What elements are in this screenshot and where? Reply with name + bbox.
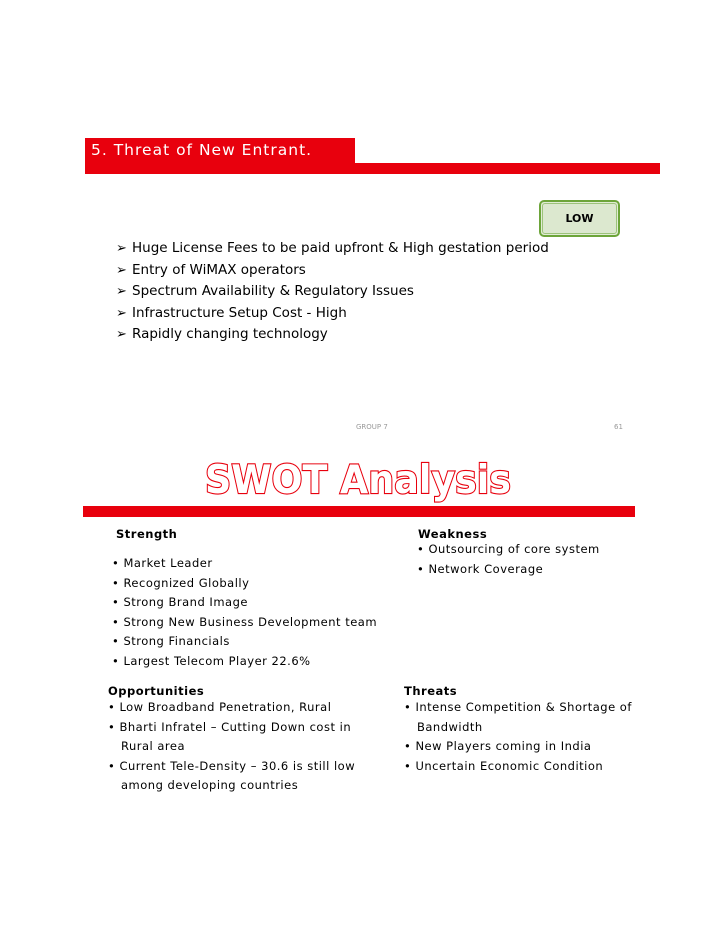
list-item: ➢ Infrastructure Setup Cost - High [116,303,549,325]
list-item: • Network Coverage [417,561,544,576]
rating-badge [539,200,620,237]
list-item: • Low Broadband Penetration, Rural [108,700,332,714]
list-item: • Largest Telecom Player 22.6% [112,653,311,668]
title-rule [85,163,660,174]
strength-heading: Strength [116,527,178,541]
list-item: ➢ Huge License Fees to be paid upfront & High gestation period [116,238,549,260]
list-item: • Intense Competition & Shortage of [404,700,632,714]
page-number: 61 [614,423,623,431]
list-item: • Bharti Infratel – Cutting Down cost in [108,719,352,734]
list-item: ➢ Rapidly changing technology [116,324,549,346]
strength-list [112,554,377,671]
list-item: among developing countries [121,778,299,792]
list-item: • Recognized Globally [112,575,250,590]
threat-points [116,238,549,346]
list-item: ➢ Spectrum Availability & Regulatory Issues [116,281,549,303]
section-title: 5. Threat of New Entrant. [85,138,355,163]
arrow-bullet-icon: ➢ [116,327,127,342]
swot-rule [83,506,635,517]
footer-group: GROUP 7 [356,423,388,431]
list-item: • Strong New Business Development team [112,614,378,629]
list-item: Bandwidth [417,719,483,734]
list-item: • Outsourcing of core system [417,542,600,556]
arrow-bullet-icon: ➢ [116,284,127,299]
swot-title-text: SWOT Analysis [205,458,511,503]
list-item: • Uncertain Economic Condition [404,758,604,773]
list-item: • Strong Financials [112,634,230,648]
weakness-list [417,540,600,579]
arrow-bullet-icon: ➢ [116,305,127,321]
list-item: • Current Tele-Density – 30.6 is still low [108,758,356,773]
rating-label: LOW [565,212,594,225]
list-item: Rural area [121,739,186,753]
list-item: • New Players coming in India [404,739,592,753]
opportunities-list [108,698,355,796]
arrow-bullet-icon: ➢ [116,241,127,256]
arrow-bullet-icon: ➢ [116,262,127,278]
threats-heading: Threats [404,684,458,698]
weakness-heading: Weakness [418,527,488,541]
swot-title [200,454,516,504]
threats-list [404,698,632,776]
list-item: ➢ Entry of WiMAX operators [116,260,549,282]
list-item: • Market Leader [112,556,213,570]
list-item: • Strong Brand Image [112,595,248,609]
opportunities-heading: Opportunities [108,684,205,698]
